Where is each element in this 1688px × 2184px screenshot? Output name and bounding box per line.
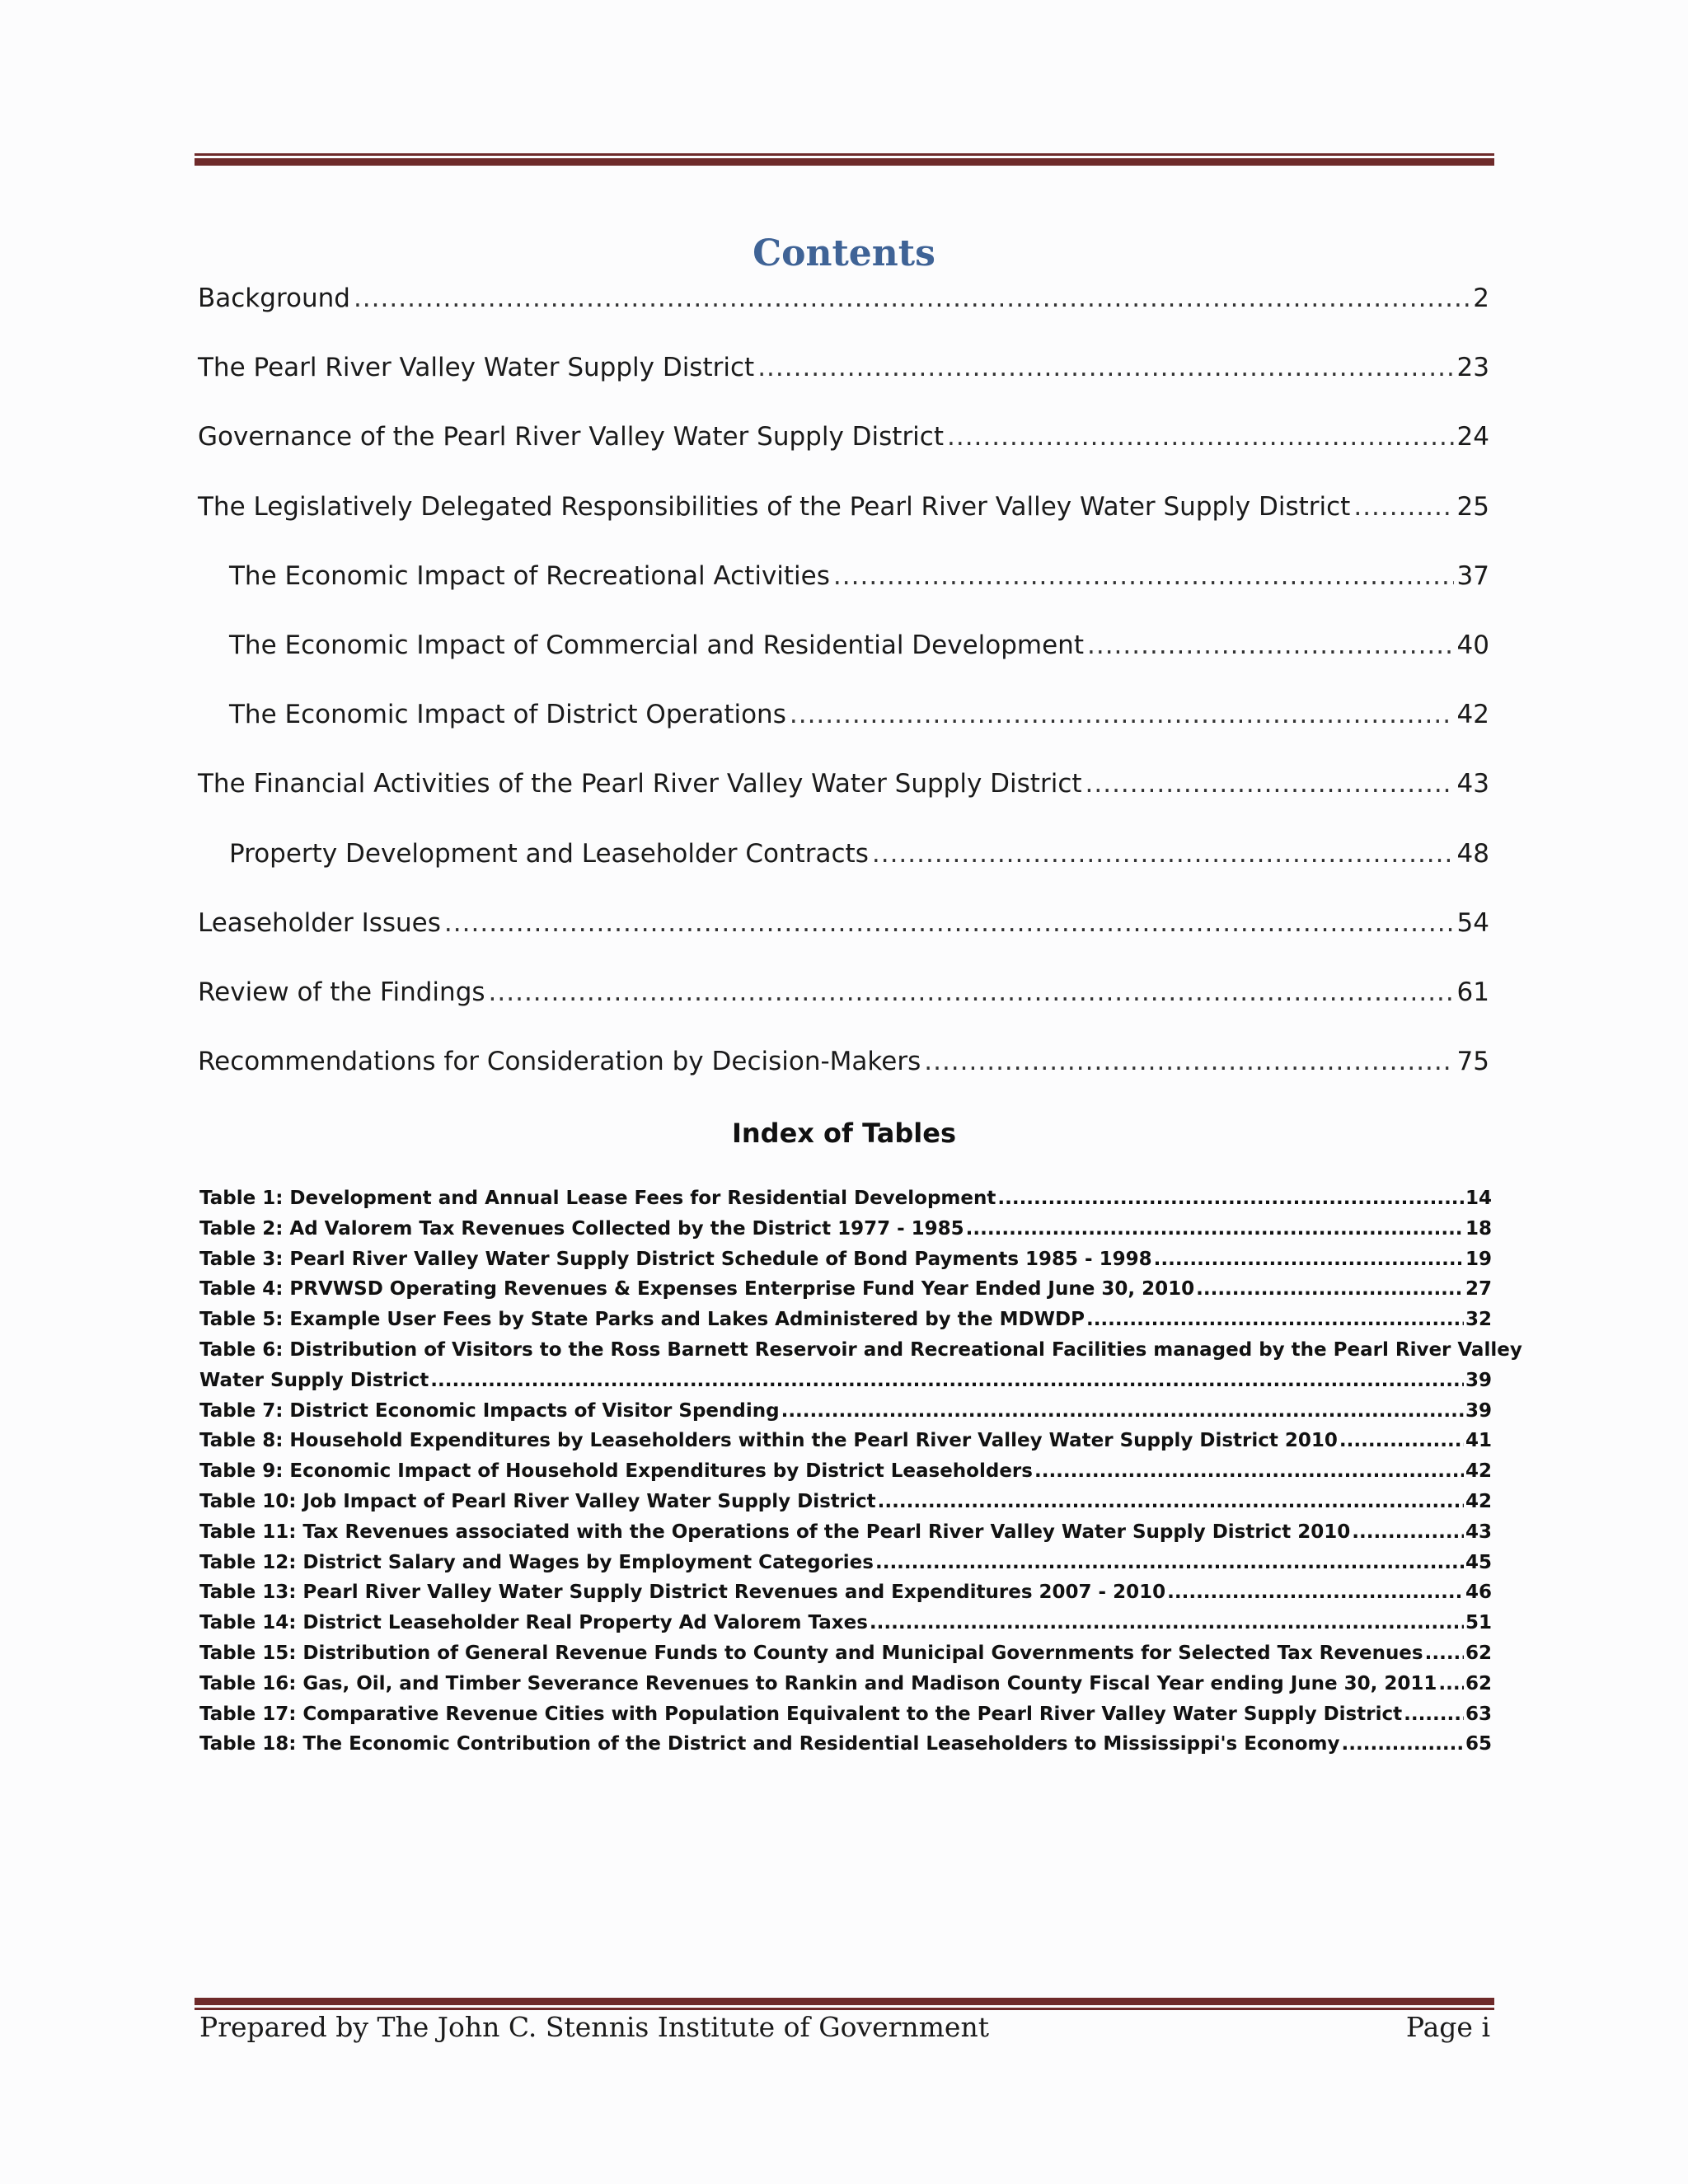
dot-leader [966,1214,1464,1244]
table-index-entry-page: 14 [1465,1188,1492,1209]
table-index-entry[interactable] [199,1426,1492,1456]
table-index-entry-label: Table 14: District Leaseholder Real Property Ad Valorem Taxes [199,1612,868,1634]
dot-leader [924,1047,1453,1076]
table-index-entry-page: 62 [1465,1642,1492,1664]
dot-leader [354,284,1470,313]
toc-entry[interactable] [198,769,1489,838]
toc-entry[interactable] [198,353,1489,422]
dot-leader [1154,1244,1464,1275]
dot-leader [1339,1426,1464,1456]
table-index-entry[interactable] [199,1669,1492,1699]
toc-entry-page: 23 [1456,353,1489,383]
table-index-entry-page: 65 [1465,1733,1492,1755]
dot-leader [790,700,1454,729]
table-index-entry-label: Table 2: Ad Valorem Tax Revenues Collected by the District 1977 - 1985 [199,1217,964,1240]
toc-entry-page: 25 [1456,491,1489,522]
toc-entry[interactable] [198,1047,1489,1116]
toc-entry-label: Background [198,284,350,313]
dot-leader [1085,769,1454,799]
table-index-entry-page: 63 [1465,1703,1492,1725]
table-index-entry[interactable] [199,1244,1492,1275]
table-index-entry-label: Table 10: Job Impact of Pearl River Valley Water Supply District [199,1490,876,1512]
table-index-entry[interactable] [199,1396,1492,1427]
toc-entry-page: 2 [1473,284,1489,313]
toc-entry[interactable] [198,561,1489,630]
table-index-entry-label: Table 17: Comparative Revenue Cities with Population Equivalent to the Pearl River Valley Water Supply District [199,1703,1403,1725]
footer-prepared-by: Prepared by The John C. Stennis Institute of Government [199,2011,989,2043]
table-index-entry-page: 42 [1465,1490,1492,1512]
table-index-entry-page: 62 [1465,1672,1492,1694]
contents-title: Contents [753,232,935,274]
table-index-entry-page: 39 [1465,1369,1492,1391]
toc-entry[interactable] [198,700,1489,769]
toc-entry-page: 42 [1456,700,1489,730]
dot-leader [947,422,1454,452]
header-rule [195,153,1494,166]
table-index-entry-label: Table 4: PRVWSD Operating Revenues & Expenses Enterprise Fund Year Ended June 30, 2010 [199,1278,1195,1301]
table-index-entry-label: Table 18: The Economic Contribution of the District and Residential Leaseholders to Mississippi's Economy [199,1733,1340,1755]
dot-leader [1196,1274,1464,1305]
table-index-entry[interactable] [199,1729,1492,1760]
toc-entry-page: 37 [1456,560,1489,591]
dot-leader [1352,1517,1464,1548]
table-index-entry-label-line1: Table 6: Distribution of Visitors to the Ross Barnett Reservoir and Recreational Facilities managed by the Pearl River Valley [199,1338,1522,1361]
dot-leader [1425,1638,1464,1669]
toc-entry-label: Governance of the Pearl River Valley Water Supply District [198,422,944,452]
toc-entry[interactable] [198,284,1489,353]
dot-leader [1342,1729,1464,1760]
dot-leader [489,977,1454,1007]
toc-entry-label: The Financial Activities of the Pearl River Valley Water Supply District [198,769,1082,799]
table-index-entry-label: Table 13: Pearl River Valley Water Supply District Revenues and Expenditures 2007 - 2010 [199,1582,1166,1604]
toc-entry-label: The Economic Impact of District Operations [229,700,786,730]
table-index-entry-label: Table 8: Household Expenditures by Leaseholders within the Pearl River Valley Water Supply District 2010 [199,1430,1338,1452]
table-index-entry-page: 45 [1465,1551,1492,1573]
table-index-entry-label: Table 1: Development and Annual Lease Fees for Residential Development [199,1188,996,1209]
dot-leader [1034,1456,1464,1487]
table-index-entry-label: Table 5: Example User Fees by State Parks and Lakes Administered by the MDWDP [199,1309,1085,1331]
dot-leader [1086,1305,1464,1335]
dot-leader [1353,492,1453,522]
table-index-entry-label: Table 7: District Economic Impacts of Visitor Spending [199,1399,780,1422]
dot-leader [444,908,1454,938]
toc-entry-page: 48 [1456,838,1489,869]
table-index-entry[interactable] [199,1214,1492,1244]
contents-list [198,284,1489,1116]
table-index-entry[interactable] [199,1608,1492,1638]
table-index-entry-page: 41 [1465,1430,1492,1452]
toc-entry-label: The Economic Impact of Recreational Activities [229,560,830,591]
table-index-entry-page: 43 [1465,1521,1492,1543]
table-index-entry-page: 32 [1465,1309,1492,1331]
table-index-entry-label: Table 3: Pearl River Valley Water Supply District Schedule of Bond Payments 1985 - 1998 [199,1248,1152,1270]
table-index-entry[interactable] [199,1274,1492,1305]
toc-entry-page: 75 [1456,1047,1489,1077]
toc-entry-label: Review of the Findings [198,977,485,1007]
table-index-entry[interactable] [199,1183,1492,1214]
table-index-entry[interactable] [199,1487,1492,1517]
table-index-entry-page: 18 [1465,1217,1492,1240]
toc-entry[interactable] [198,492,1489,561]
table-index-entry-page: 27 [1465,1278,1492,1301]
toc-entry-label: The Economic Impact of Commercial and Residential Development [229,630,1084,660]
toc-entry-label: Recommendations for Consideration by Decision-Makers [198,1047,921,1077]
footer-page-number: Page i [1405,2011,1490,2043]
dot-leader [1438,1669,1464,1699]
toc-entry-label: Property Development and Leaseholder Contracts [229,838,869,869]
table-index-entry[interactable] [199,1699,1492,1730]
table-index-entry[interactable] [199,1638,1492,1669]
table-index-entry-page: 51 [1465,1612,1492,1634]
dot-leader [833,561,1454,591]
toc-entry-label: The Pearl River Valley Water Supply District [198,353,755,383]
dot-leader [757,353,1453,382]
table-index-entry[interactable] [199,1335,1522,1396]
index-of-tables-list [199,1183,1522,1760]
table-index-entry-label: Table 11: Tax Revenues associated with the Operations of the Pearl River Valley Water Supply District 2010 [199,1521,1351,1543]
toc-entry[interactable] [198,630,1489,700]
table-index-entry-label: Table 16: Gas, Oil, and Timber Severance Revenues to Rankin and Madison County Fiscal Year ending June 30, 2011 [199,1672,1437,1694]
table-index-entry-label: Table 12: District Salary and Wages by Employment Categories [199,1551,874,1573]
table-index-entry-label: Water Supply District [199,1369,429,1391]
toc-entry-page: 43 [1456,769,1489,799]
index-of-tables-title: Index of Tables [731,1118,957,1149]
dot-leader [870,1608,1464,1638]
toc-entry[interactable] [198,908,1489,977]
dot-leader [878,1487,1464,1517]
table-index-entry[interactable] [199,1548,1492,1578]
toc-entry-page: 40 [1456,630,1489,660]
table-index-entry-page: 46 [1465,1582,1492,1604]
dot-leader [997,1183,1464,1214]
table-index-entry-label: Table 15: Distribution of General Revenue Funds to County and Municipal Governments for Selected Tax Revenues [199,1642,1423,1664]
table-index-entry[interactable] [199,1577,1492,1608]
toc-entry-label: Leaseholder Issues [198,907,441,938]
toc-entry[interactable] [198,839,1489,908]
table-index-entry-page: 39 [1465,1399,1492,1422]
toc-entry[interactable] [198,977,1489,1047]
dot-leader [872,839,1454,869]
table-index-entry-page: 19 [1465,1248,1492,1270]
toc-entry-page: 54 [1456,907,1489,938]
dot-leader [1404,1699,1464,1730]
toc-entry-page: 61 [1456,977,1489,1007]
dot-leader [430,1366,1464,1396]
dot-leader [875,1548,1464,1578]
table-index-entry[interactable] [199,1305,1492,1335]
footer-rule [195,1998,1494,2010]
dot-leader [781,1396,1464,1427]
toc-entry[interactable] [198,422,1489,491]
table-index-entry[interactable] [199,1456,1492,1487]
table-index-entry-label: Table 9: Economic Impact of Household Expenditures by District Leaseholders [199,1460,1033,1483]
dot-leader [1087,630,1454,660]
dot-leader [1167,1577,1464,1608]
toc-entry-page: 24 [1456,422,1489,452]
toc-entry-label: The Legislatively Delegated Responsibilities of the Pearl River Valley Water Supply District [198,491,1351,522]
table-index-entry-page: 42 [1465,1460,1492,1483]
table-index-entry[interactable] [199,1517,1492,1548]
